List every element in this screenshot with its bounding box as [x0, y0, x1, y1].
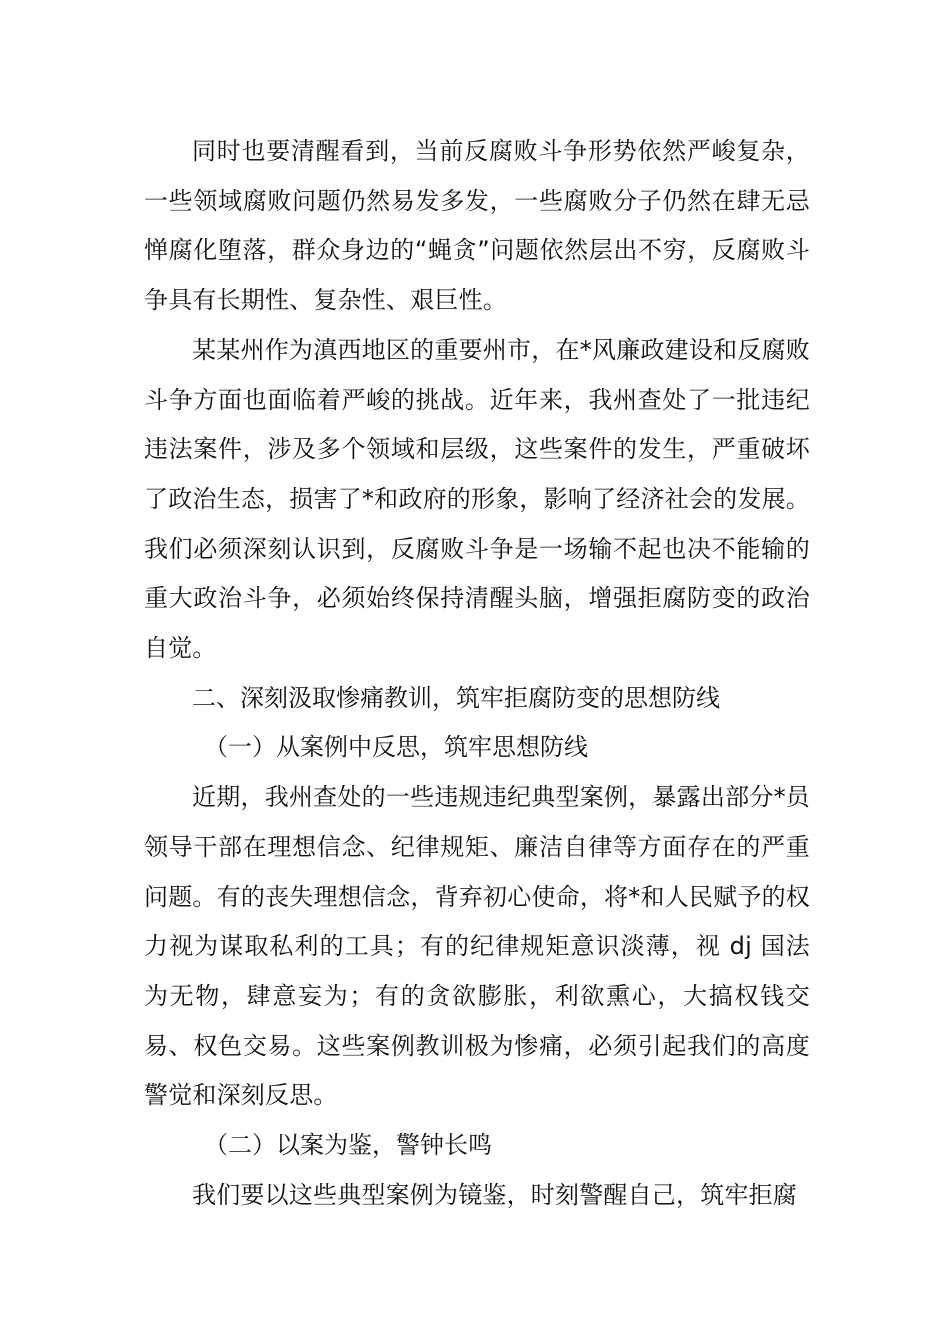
- section-heading: 二、深刻汲取惨痛教训，筑牢拒腐防变的思想防线: [192, 683, 720, 712]
- paragraph: 某某州作为滇西地区的重要州市，在*风廉政建设和反腐败斗争方面也面临着严峻的挑战。近年来，我州查处了一批违纪违法案件，涉及多个领域和层级，这些案件的发生，严重破坏了政治生态，损害了*和政府的形象，影响了经济社会的发展。我们必须深刻认识到，反腐败斗争是一场输不起也决不能输的重大政治斗争，必须始终保持清醒头脑，增强拒腐防变的政治自觉。: [144, 335, 810, 663]
- document-body: [144, 127, 810, 1220]
- paragraph: 同时也要清醒看到，当前反腐败斗争形势依然严峻复杂，一些领域腐败问题仍然易发多发，一些腐败分子仍然在肆无忌惮腐化堕落，群众身边的“蝇贪”问题依然层出不穷，反腐败斗争具有长期性、复杂性、艰巨性。: [144, 137, 810, 315]
- paragraph: 我们要以这些典型案例为镜鉴，时刻警醒自己，筑牢拒腐: [192, 1180, 797, 1209]
- subsection-heading: （二）以案为鉴，警钟长鸣: [204, 1131, 492, 1160]
- subsection-heading: （一）从案例中反思，筑牢思想防线: [204, 733, 588, 762]
- paragraph: 近期，我州查处的一些违规违纪典型案例，暴露出部分*员领导干部在理想信念、纪律规矩、廉洁自律等方面存在的严重问题。有的丧失理想信念，背弃初心使命，将*和人民赋予的权力视为谋取私利的工具；有的纪律规矩意识淡薄，视 dj 国法为无物，肆意妄为；有的贪欲膨胀，利欲熏心，大搞权钱交易、权色交易。这些案例教训极为惨痛，必须引起我们的高度警觉和深刻反思。: [144, 783, 810, 1110]
